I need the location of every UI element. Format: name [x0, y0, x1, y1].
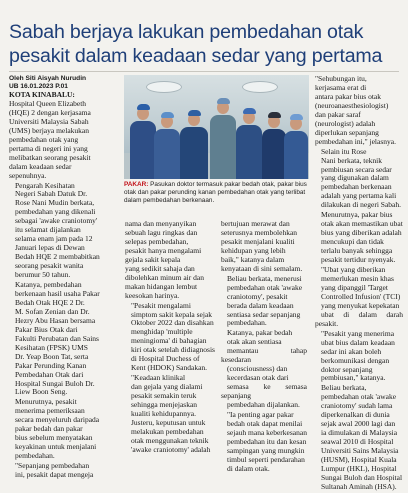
- text-line: berkenaan hasil usaha Pakar: [15, 288, 100, 298]
- text-line: sebagai 'awake craniotomy': [15, 216, 98, 226]
- text-line: (neurologist) adalah: [315, 118, 376, 128]
- text-line: sepenuhnya.: [9, 170, 47, 180]
- text-line: Controlled Infusion' (TCI): [321, 291, 401, 301]
- text-line: kualiti kehidupannya.: [131, 409, 196, 419]
- text-line: yang sedikit sahaja dan: [125, 263, 195, 273]
- paragraph: [315, 75, 403, 147]
- text-line: pembedahan yang dikenali: [15, 207, 96, 217]
- paragraph: [125, 220, 217, 301]
- doctor-figure: [154, 109, 180, 179]
- paragraph: [125, 374, 217, 455]
- article-column-2: [125, 220, 217, 456]
- text-line: simptom sakit kepala sejak: [131, 309, 213, 319]
- text-line: Hezry Abu Hasan bersama: [15, 315, 96, 325]
- text-line: pembiusan secara sedar: [321, 164, 392, 174]
- text-line: pesakit tertidur nyenyak.: [321, 255, 396, 265]
- doctor-figure: [180, 107, 208, 179]
- text-line: (HUSM), Hospital Kuala: [321, 455, 397, 465]
- text-line: pembedahan otak yang: [9, 134, 79, 144]
- paragraph: [9, 281, 113, 397]
- text-line: ia dimulakan di Malaysia: [321, 428, 398, 438]
- text-line: otak akan memastikan ubat: [321, 219, 403, 229]
- text-line: Katanya, pakar bedah: [227, 328, 293, 338]
- headline-line-1: Sabah berjaya lakukan pembedahan otak: [9, 21, 364, 43]
- text-line: diperlukan sepanjang: [315, 127, 379, 137]
- text-line: sejauh mana keberkesanan: [227, 427, 307, 437]
- text-line: menerima pemeriksaan: [15, 406, 85, 416]
- text-line: (HQE) 2 dengan kerjasama: [9, 107, 91, 117]
- headline: [9, 20, 405, 68]
- text-line: "Sehubungan itu,: [315, 74, 367, 83]
- text-line: bedah otak dapat menilai: [227, 418, 303, 428]
- byline-edition: UB 16.01.2023 P.01: [9, 83, 68, 90]
- headline-rule: [9, 71, 399, 72]
- column-1-body: [9, 91, 113, 480]
- text-line: adalah yang pertama kali: [321, 191, 397, 201]
- text-line: pembedahan ini," jelasnya.: [315, 136, 396, 146]
- text-line: nama dan menyanyikan: [125, 219, 197, 228]
- text-line: dalam keadaan sedar: [9, 161, 72, 171]
- text-line: sehingga menjejaskan: [131, 400, 198, 410]
- text-line: ubat bius dalam keadaan: [321, 337, 395, 347]
- text-line: baik," katanya dalam: [221, 254, 285, 264]
- caption-line: otak dan pakar perunding kanan pembedahan otak yang terlibat: [124, 189, 306, 197]
- text-line: Rose Nani Mudin berkata,: [15, 198, 95, 208]
- text-line: pembedahan dijalankan.: [227, 400, 300, 410]
- text-line: pesakit menjalani kualiti: [221, 236, 295, 246]
- text-line: sedar ini akan boleh: [321, 346, 382, 356]
- text-line: pembedahan otak 'awake: [321, 392, 397, 402]
- text-line: sampingan yang mungkin: [227, 445, 305, 455]
- text-line: Hospital Queen Elizabeth: [9, 98, 87, 108]
- text-line: kiri otak setelah didiagnosis: [131, 345, 215, 355]
- article-column-4: [315, 75, 403, 493]
- paragraph: [315, 384, 403, 491]
- paragraph: [315, 266, 403, 329]
- text-line: dilakukan di negeri Sabah.: [321, 200, 401, 210]
- paragraph: [221, 329, 307, 410]
- text-line: Selain itu Rose: [321, 146, 367, 156]
- text-line: berada dalam keadaan: [227, 300, 294, 310]
- text-line: Fakulti Perubatan dan Sains: [15, 333, 99, 343]
- paragraph: [9, 91, 113, 181]
- photo-caption: [124, 181, 309, 206]
- text-line: pembedahan otak 'awake: [227, 282, 303, 292]
- text-line: Liew Boon Seng.: [15, 387, 68, 397]
- text-line: pembedahan.: [227, 318, 267, 328]
- text-line: antara pakar bius otak: [315, 91, 382, 101]
- text-line: (neuroanaesthesiologist): [315, 100, 389, 110]
- text-line: pesakit hanya mengalami: [125, 245, 202, 255]
- text-line: (consciousness) dan: [227, 364, 288, 374]
- text-line: pembedahan.: [15, 451, 55, 461]
- dateline: KOTA KINABALU:: [9, 90, 75, 99]
- text-line: di dalam otak.: [227, 463, 270, 473]
- text-line: Bedah Otak HQE 2 Dr.: [15, 297, 85, 307]
- text-line: makan hidangan lembut: [125, 281, 198, 291]
- text-line: berumur 50 tahun.: [15, 270, 71, 280]
- byline: [9, 75, 113, 91]
- paragraph: [9, 462, 113, 480]
- text-line: otak akan sentiasa: [227, 337, 282, 347]
- byline-author: Oleh Siti Aisyah Nurudin: [9, 75, 87, 82]
- text-line: pembiusan," katanya.: [321, 373, 386, 383]
- text-line: kehidupan yang lebih: [221, 245, 286, 255]
- text-line: sebuah lagu ringkas dan: [125, 227, 198, 237]
- ceiling-lamp: [146, 81, 182, 93]
- text-line: "Ubat yang diberikan: [321, 265, 386, 275]
- doctor-figure: [210, 97, 236, 179]
- text-line: Oktober 2022 dan disahkan: [131, 318, 214, 328]
- text-line: selama enam jam pada 12: [15, 234, 93, 244]
- doctor-figure: [262, 109, 286, 179]
- text-line: sentiasa sedar sepanjang: [227, 309, 301, 319]
- text-line: pembedahan itu dan kesan: [227, 436, 307, 446]
- paragraph: [125, 302, 217, 374]
- paragraph: [221, 220, 307, 274]
- text-line: keesokan harinya.: [125, 290, 180, 300]
- text-line: "Sepanjang pembedahan: [15, 461, 90, 471]
- text-line: melibatkan seorang pesakit: [9, 152, 91, 162]
- text-line: mencukupi dan tidak: [321, 237, 384, 247]
- text-line: pakar bedah dan pakar: [15, 424, 83, 434]
- text-line: yang digunakan dalam: [321, 173, 389, 183]
- text-line: kerjasama erat di: [315, 82, 367, 92]
- text-line: seterusnya membolehkan: [221, 227, 298, 237]
- text-line: Pakar Perunding Kanan: [15, 360, 87, 370]
- caption-line: Pasukan doktor termasuk pakar bedah otak, pakar bius: [150, 181, 307, 188]
- headline-line-2: pesakit dalam keadaan sedar yang pertama: [9, 45, 383, 67]
- text-line: "Pesakit mengalami: [131, 300, 191, 310]
- text-line: Pengarah Kesihatan: [15, 180, 75, 190]
- text-line: Katanya, pembedahan: [15, 280, 82, 290]
- text-line: meningioma' di bahagian: [131, 336, 207, 346]
- text-line: Pakar Bius Otak dari: [15, 324, 78, 334]
- text-line: itu selamat dijalankan: [15, 225, 81, 235]
- text-line: dan pakar saraf: [315, 109, 361, 119]
- text-line: sejak awal 2000 lagi dan: [321, 419, 396, 429]
- paragraph: [9, 398, 113, 461]
- text-line: Sungai Buloh dan Hospital: [321, 472, 403, 482]
- text-line: (UMS) berjaya melakukan: [9, 125, 89, 135]
- doctor-figure: [284, 111, 308, 179]
- text-line: seawal 2010 di Hospital: [321, 437, 394, 447]
- text-line: gejala sakit kepala: [125, 254, 181, 264]
- text-line: Negeri Sabah Datuk Dr.: [15, 189, 88, 199]
- paragraph: [221, 275, 307, 329]
- doctor-figure: [236, 105, 262, 179]
- text-line: secara menyeluruh daripada: [15, 415, 100, 425]
- text-line: selepas pembedahan,: [125, 236, 189, 246]
- text-line: Pembedahan Otak dari: [15, 369, 84, 379]
- text-line: pertama di negeri ini yang: [9, 143, 88, 153]
- text-line: Beliau berkata,: [321, 383, 367, 393]
- text-line: semasa ke semasa sepanjang: [221, 382, 307, 401]
- text-line: diperkenalkan di dunia: [321, 410, 390, 420]
- text-line: "Keadaan klinikal: [131, 373, 186, 383]
- text-line: pesakit semakin teruk: [131, 391, 197, 401]
- text-line: kenyataan di sini semalam.: [221, 263, 303, 273]
- text-line: yang dipanggil 'Target: [321, 282, 388, 292]
- text-line: di Hospital Duchess of: [131, 354, 200, 364]
- caption-label: PAKAR:: [124, 181, 149, 188]
- text-line: Beliau berkata, menerusi: [227, 273, 302, 283]
- text-line: Dr. Yeap Boon Tat, serta: [15, 351, 89, 361]
- text-line: memerlukan mesin khas: [321, 273, 394, 283]
- text-line: dibolehkan minum air dan: [125, 272, 204, 282]
- ceiling-lamp: [242, 81, 278, 93]
- text-line: pembedahan berkenaan: [321, 182, 392, 192]
- text-line: Kesihatan (FPSK) UMS: [15, 342, 88, 352]
- article-column-3: [221, 220, 307, 475]
- article-photo: [124, 75, 309, 179]
- paragraph: [315, 211, 403, 265]
- text-line: bius sebelum menyatakan: [15, 433, 93, 443]
- text-line: otak menggunakan teknik: [131, 435, 209, 445]
- text-line: memantau tahap kesedaran: [221, 346, 307, 365]
- text-line: ini, pesakit dapat mengeja: [15, 470, 94, 480]
- text-line: Menurutnya, pakar bius: [321, 210, 393, 220]
- text-line: ubat di dalam darah pesakit.: [315, 309, 403, 328]
- text-line: Menurutnya, pesakit: [15, 397, 77, 407]
- text-line: craniotomy', pesakit: [227, 291, 288, 301]
- text-line: Januari lepas di Dewan: [15, 243, 85, 253]
- text-line: terlalu banyak sehingga: [321, 246, 393, 256]
- doctor-figure: [130, 101, 156, 179]
- text-line: Justeru, keputusan untuk: [131, 417, 206, 427]
- article-column-1: [9, 75, 113, 481]
- text-line: keyakinan untuk menjalani: [15, 442, 97, 452]
- text-line: M. Sofan Zenian dan Dr.: [15, 306, 90, 316]
- text-line: melakukan pembedahan: [131, 426, 204, 436]
- text-line: bius yang diberikan adalah: [321, 228, 402, 238]
- text-line: "Pesakit yang menerima: [321, 328, 395, 338]
- text-line: Lumpur (HKL), Hospital: [321, 463, 397, 473]
- text-line: 'awake craniotomy' adalah: [131, 444, 211, 454]
- paragraph: [221, 411, 307, 474]
- text-line: Nani berkata, teknik: [321, 155, 383, 165]
- text-line: Universiti Malaysia Sabah: [9, 116, 89, 126]
- text-line: Bedah HQE 2 membabitkan: [15, 252, 100, 262]
- text-line: yang menyukat kepekatan: [321, 300, 400, 310]
- text-line: seorang pesakit wanita: [15, 261, 84, 271]
- text-line: bertujuan merawat dan: [221, 219, 290, 228]
- paragraph: [315, 330, 403, 384]
- text-line: dan gejala yang dialami: [131, 382, 203, 392]
- text-line: Universiti Sains Malaysia: [321, 446, 399, 456]
- text-line: timbul seperti pendarahan: [227, 454, 305, 464]
- text-line: menghidap 'multiple: [131, 327, 193, 337]
- text-line: Sultanah Aminah (HSA).: [321, 481, 397, 491]
- text-line: "Ia penting agar pakar: [227, 410, 294, 420]
- text-line: doktor sepanjang: [321, 364, 373, 374]
- text-line: Hospital Sungai Buloh Dr.: [15, 378, 95, 388]
- paragraph: [315, 148, 403, 211]
- text-line: kecerdasan otak dari: [227, 373, 289, 383]
- text-line: craniotomy' sudah lama: [321, 401, 393, 411]
- paragraph: [9, 182, 113, 280]
- text-line: berkomunikasi dengan: [321, 355, 390, 365]
- caption-line: dalam pembedahan berkenaan.: [124, 197, 215, 205]
- text-line: Kent (HDOK) Sandakan.: [131, 363, 208, 373]
